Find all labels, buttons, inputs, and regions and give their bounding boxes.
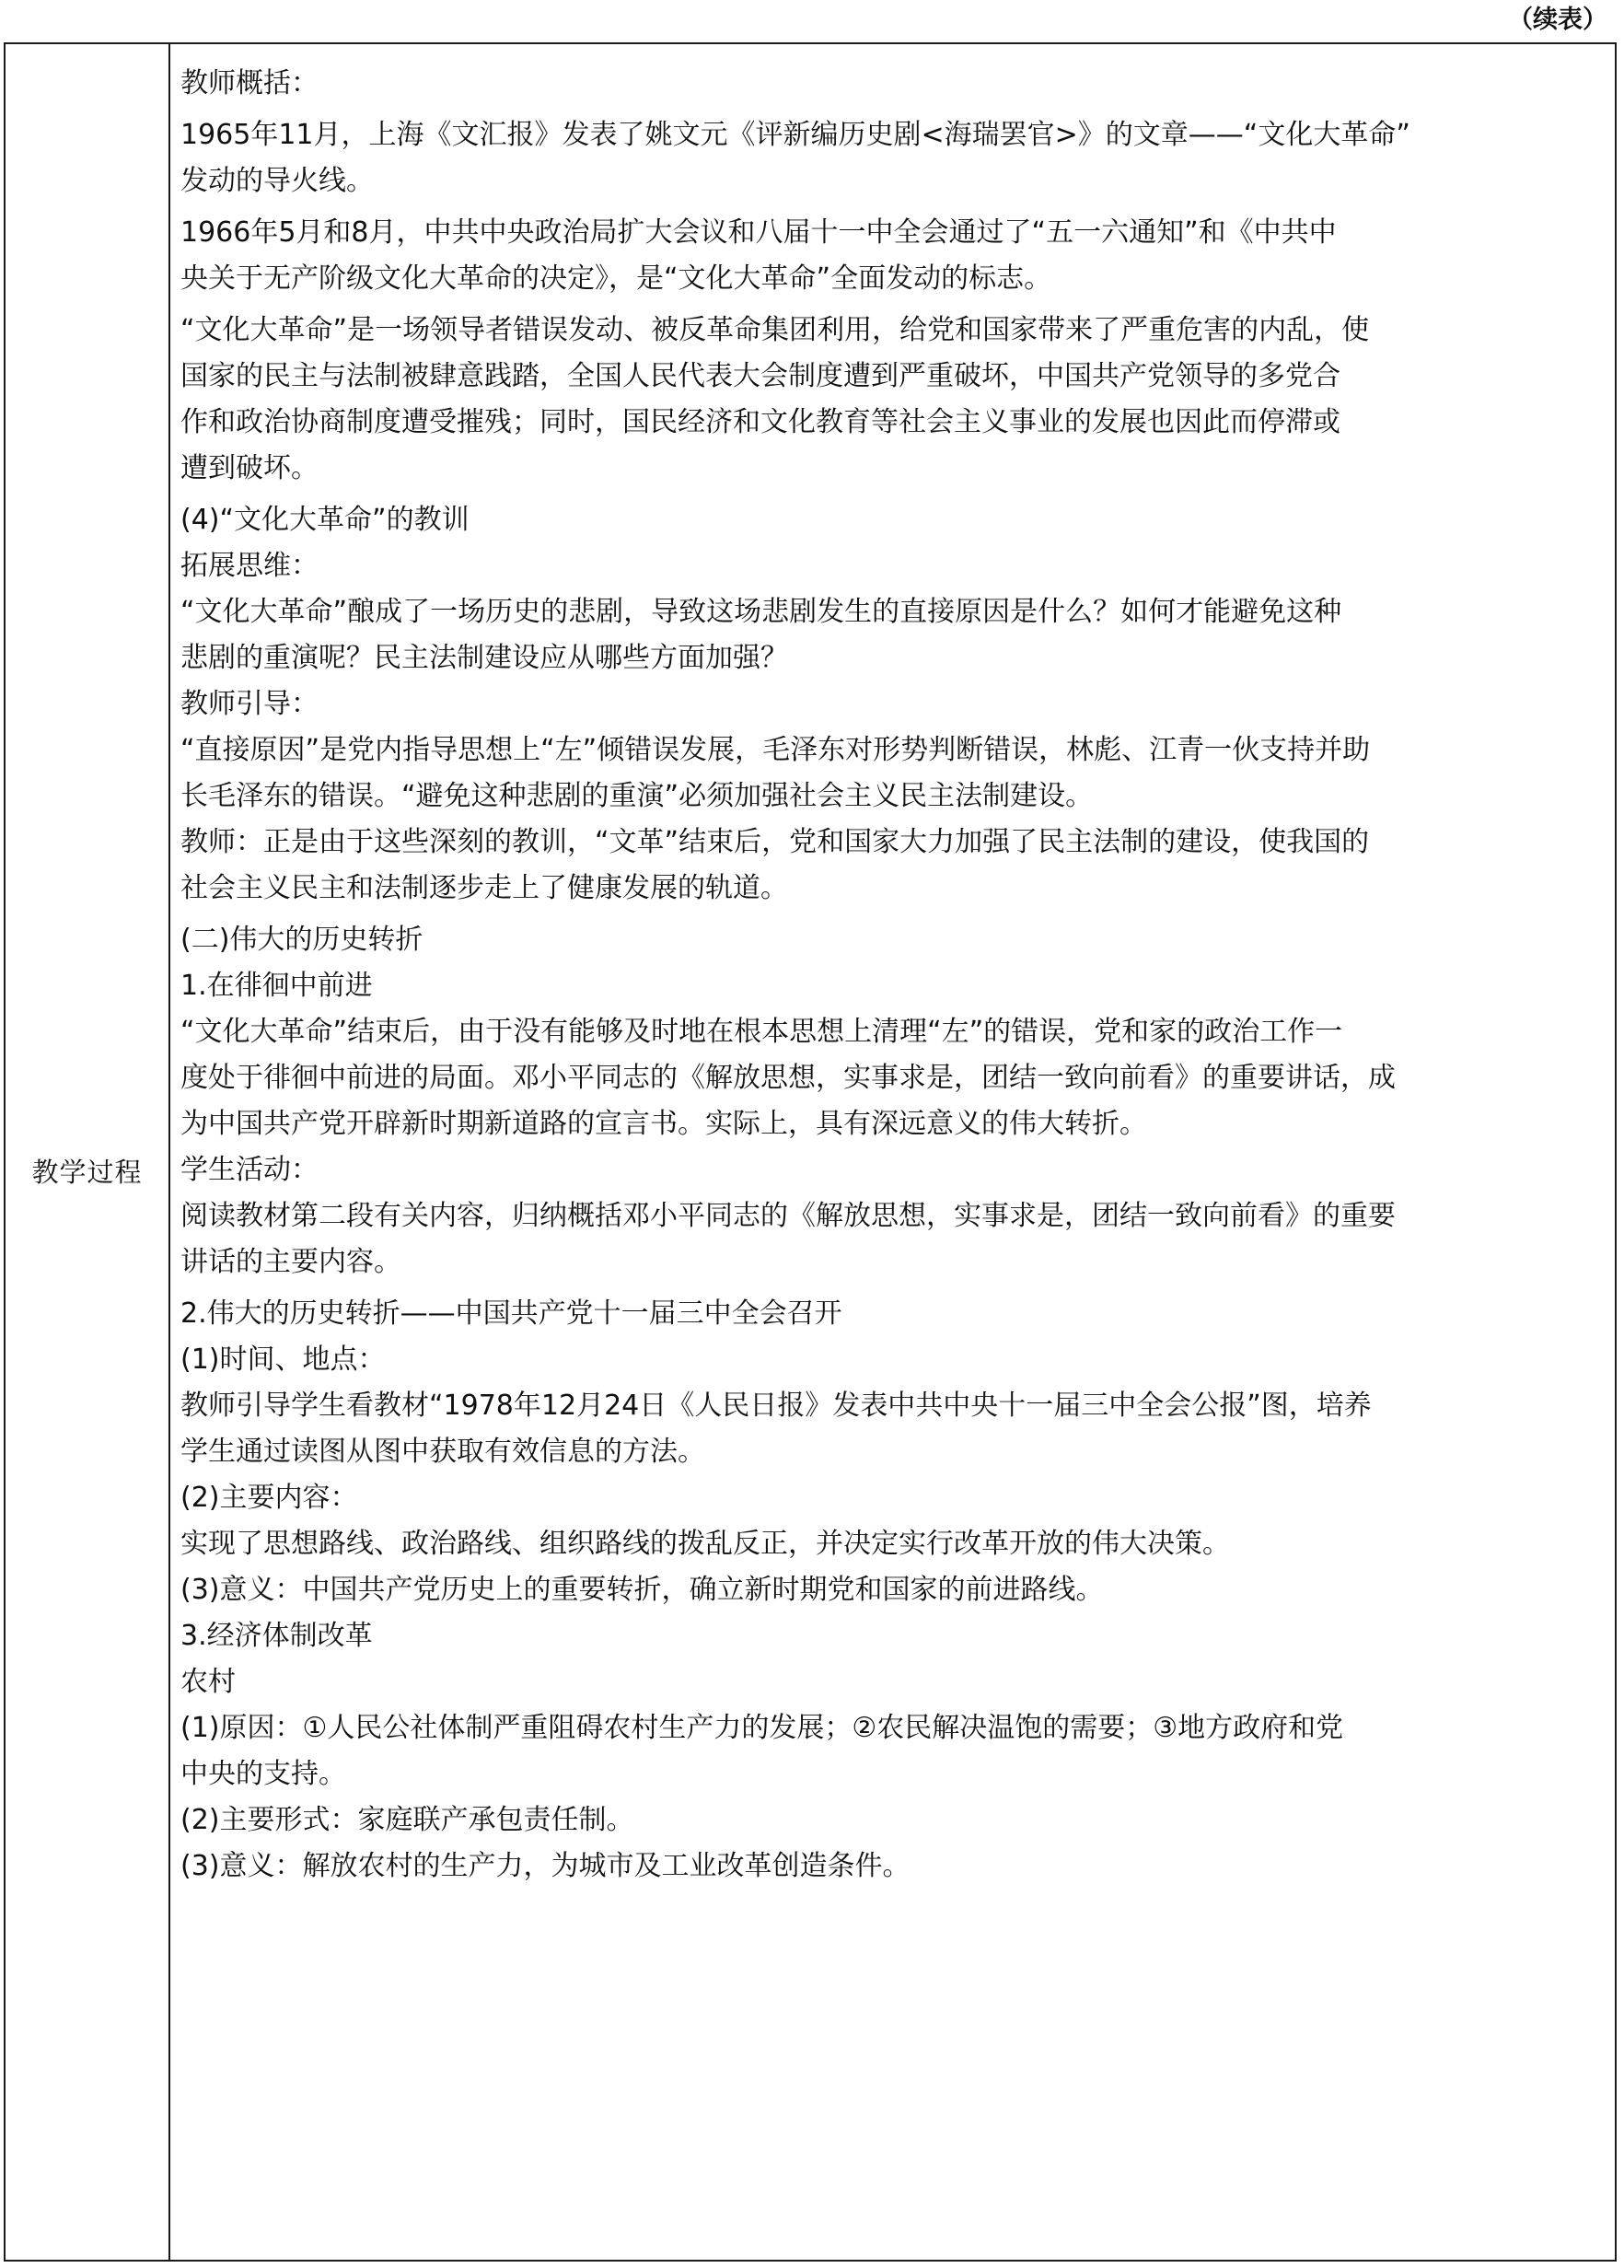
content-line: 教师引导： bbox=[180, 688, 319, 720]
column-divider bbox=[168, 44, 170, 2260]
content-line: 1.在徘徊中前进 bbox=[180, 970, 373, 1002]
content-line: 悲剧的重演呢？民主法制建设应从哪些方面加强？ bbox=[180, 642, 788, 674]
content-line: (1)时间、地点： bbox=[180, 1343, 386, 1376]
content-line: 遭到破坏。 bbox=[180, 452, 319, 484]
content-line: (2)主要形式：家庭联产承包责任制。 bbox=[180, 1804, 634, 1836]
content-line: 1966年5月和8月，中共中央政治局扩大会议和八届十一中全会通过了“五一六通知”和《中共中 bbox=[180, 216, 1337, 249]
content-line: 讲话的主要内容。 bbox=[180, 1246, 401, 1278]
content-line: 社会主义民主和法制逐步走上了健康发展的轨道。 bbox=[180, 872, 788, 904]
content-line: (3)意义：解放农村的生产力，为城市及工业改革创造条件。 bbox=[180, 1850, 911, 1882]
content-line: 农村 bbox=[180, 1666, 236, 1698]
content-line: “文化大革命”酿成了一场历史的悲剧，导致这场悲剧发生的直接原因是什么？如何才能避免这种 bbox=[180, 596, 1342, 628]
content-line: (3)意义：中国共产党历史上的重要转折，确立新时期党和国家的前进路线。 bbox=[180, 1574, 1104, 1606]
content-line: 2.伟大的历史转折——中国共产党十一届三中全会召开 bbox=[180, 1297, 842, 1330]
content-line: “文化大革命”是一场领导者错误发动、被反革命集团利用，给党和国家带来了严重危害的内乱，使 bbox=[180, 314, 1370, 346]
content-line: “文化大革命”结束后，由于没有能够及时地在根本思想上清理“左”的错误，党和家的政治工作一 bbox=[180, 1016, 1343, 1048]
content-line: 国家的民主与法制被肆意践踏，全国人民代表大会制度遭到严重破坏，中国共产党领导的多党合 bbox=[180, 360, 1340, 392]
content-line: (1)原因：①人民公社体制严重阻碍农村生产力的发展；②农民解决温饱的需要；③地方政府和党 bbox=[180, 1712, 1344, 1744]
continued-table-label: （续表） bbox=[1508, 6, 1607, 34]
content-line: (二)伟大的历史转折 bbox=[180, 924, 423, 956]
content-line: 3.经济体制改革 bbox=[180, 1620, 373, 1652]
content-line: 实现了思想路线、政治路线、组织路线的拨乱反正，并决定实行改革开放的伟大决策。 bbox=[180, 1528, 1230, 1560]
content-line: 教师引导学生看教材“1978年12月24日《人民日报》发表中共中央十一届三中全会公报”图，培养 bbox=[180, 1390, 1372, 1422]
content-line: 阅读教材第二段有关内容，归纳概括邓小平同志的《解放思想，实事求是，团结一致向前看》的重要 bbox=[180, 1200, 1396, 1232]
content-cell bbox=[180, 61, 1603, 1890]
content-line: “直接原因”是党内指导思想上“左”倾错误发展，毛泽东对形势判断错误，林彪、江青一伙支持并助 bbox=[180, 734, 1371, 766]
content-line: 长毛泽东的错误。“避免这种悲剧的重演”必须加强社会主义民主法制建设。 bbox=[180, 780, 1094, 812]
content-line: 学生活动： bbox=[180, 1154, 319, 1186]
content-line: 中央的支持。 bbox=[180, 1758, 346, 1790]
content-line: 拓展思维： bbox=[180, 550, 319, 582]
content-line: 1965年11月，上海《文汇报》发表了姚文元《评新编历史剧<海瑞罢官>》的文章——“文化大革命” bbox=[180, 119, 1410, 151]
row-label: 教学过程 bbox=[31, 1156, 143, 1188]
content-line: 度处于徘徊中前进的局面。邓小平同志的《解放思想，实事求是，团结一致向前看》的重要讲话，成 bbox=[180, 1062, 1396, 1094]
content-line: 教师：正是由于这些深刻的教训，“文革”结束后，党和国家大力加强了民主法制的建设，使我国的 bbox=[180, 826, 1370, 858]
content-line: (2)主要内容： bbox=[180, 1482, 358, 1514]
content-line: 为中国共产党开辟新时期新道路的宣言书。实际上，具有深远意义的伟大转折。 bbox=[180, 1108, 1147, 1140]
content-line: 发动的导火线。 bbox=[180, 165, 374, 197]
content-line: 学生通过读图从图中获取有效信息的方法。 bbox=[180, 1436, 705, 1468]
content-line: 作和政治协商制度遭受摧残；同时，国民经济和文化教育等社会主义事业的发展也因此而停滞或 bbox=[180, 406, 1340, 438]
content-line: 教师概括： bbox=[180, 67, 319, 99]
row-label-cell bbox=[6, 44, 168, 2260]
content-line: 央关于无产阶级文化大革命的决定》，是“文化大革命”全面发动的标志。 bbox=[180, 262, 1052, 295]
content-line: (4)“文化大革命”的教训 bbox=[180, 504, 470, 536]
